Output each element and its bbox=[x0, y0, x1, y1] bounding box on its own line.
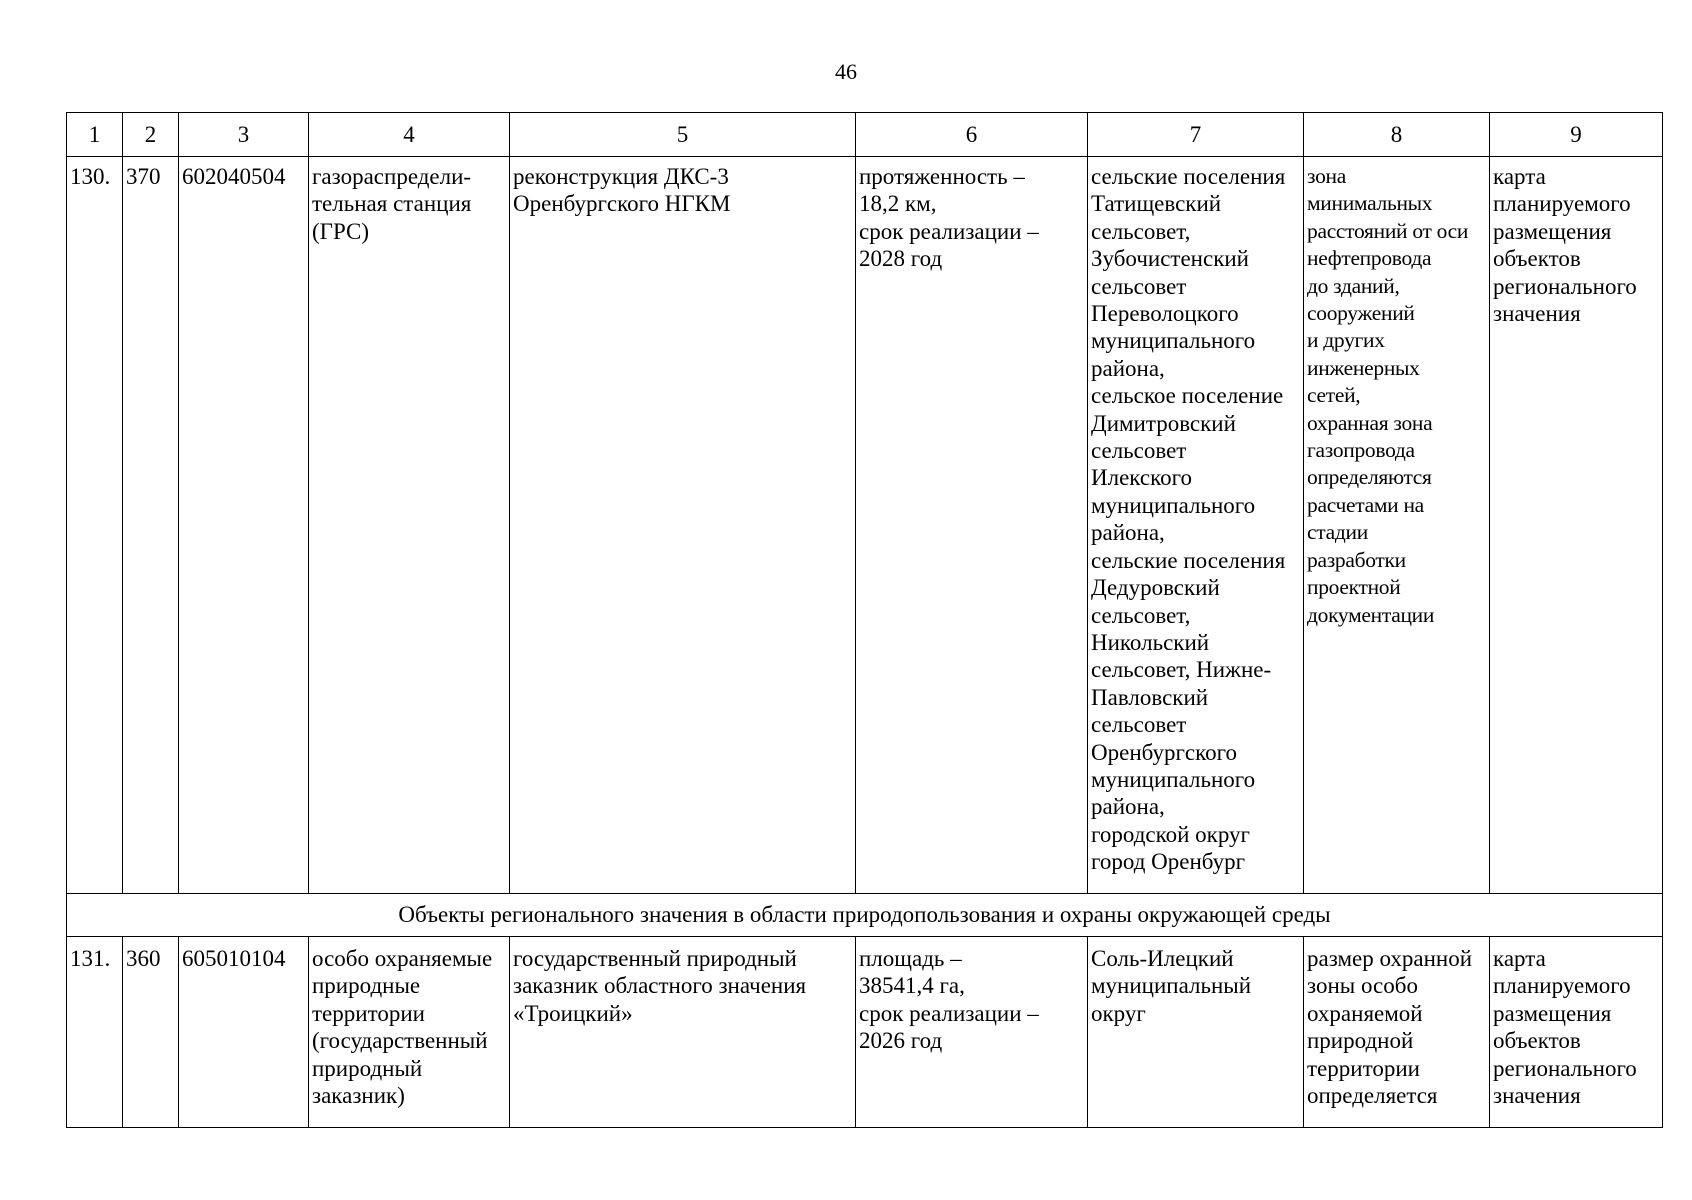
cell-line: значения bbox=[1493, 301, 1581, 327]
cell-line: планируемого bbox=[1493, 191, 1631, 217]
cell-line: расстояний от оси bbox=[1307, 218, 1469, 243]
cell-line: заказник) bbox=[312, 1083, 405, 1109]
cell-line: расчетами на bbox=[1307, 492, 1424, 517]
cell-line: Димитровский bbox=[1091, 410, 1236, 436]
column-header: 1 bbox=[67, 113, 123, 157]
code-cell: 370 bbox=[123, 157, 179, 894]
object-code-cell: 605010104 bbox=[179, 937, 309, 1128]
column-header: 3 bbox=[179, 113, 309, 157]
cell-line: сельсовет, bbox=[1091, 218, 1191, 244]
cell-line: Павловский bbox=[1091, 684, 1209, 710]
cell-line: (государственный bbox=[312, 1028, 488, 1054]
cell-line: карта bbox=[1493, 164, 1546, 189]
cell-line: Татищевский bbox=[1091, 191, 1222, 217]
cell-line: 2026 год bbox=[859, 1028, 943, 1054]
cell-line: особо охраняемые bbox=[312, 946, 493, 971]
cell-line: протяженность – bbox=[859, 164, 1025, 189]
cell-line: района, bbox=[1091, 520, 1165, 546]
cell-line: территории bbox=[1307, 1055, 1420, 1081]
cell-line: Оренбургского bbox=[1091, 739, 1237, 765]
cell-line: природные bbox=[312, 973, 421, 999]
location-cell bbox=[1088, 937, 1304, 1128]
cell-line: Дедуровский bbox=[1091, 575, 1220, 601]
cell-line: регионального bbox=[1493, 273, 1637, 299]
cell-line: сельское поселение bbox=[1091, 383, 1284, 409]
cell-line: газораспредели- bbox=[312, 164, 472, 189]
cell-line: проектной bbox=[1307, 575, 1401, 600]
cell-line: городской округ bbox=[1091, 821, 1250, 847]
cell-line: размещения bbox=[1493, 218, 1612, 244]
characteristics-cell bbox=[856, 937, 1088, 1128]
cell-line: газопровода bbox=[1307, 438, 1415, 463]
row-number-cell: 130. bbox=[67, 157, 123, 894]
cell-line: муниципального bbox=[1091, 492, 1256, 518]
cell-line: охраняемой bbox=[1307, 1000, 1423, 1026]
cell-line: «Троицкий» bbox=[513, 1000, 633, 1026]
zone-cell bbox=[1304, 937, 1490, 1128]
cell-line: округ bbox=[1091, 1000, 1146, 1026]
column-header: 6 bbox=[856, 113, 1088, 157]
cell-line: района, bbox=[1091, 355, 1165, 381]
column-header: 4 bbox=[309, 113, 510, 157]
cell-line: сельсовет bbox=[1091, 273, 1187, 299]
data-table bbox=[66, 112, 1663, 1128]
cell-line: определяется bbox=[1307, 1083, 1438, 1109]
cell-line: Оренбургского НГКМ bbox=[513, 191, 731, 217]
cell-line: нефтепровода bbox=[1307, 246, 1432, 271]
cell-line: охранная зона bbox=[1307, 410, 1433, 435]
cell-line: разработки bbox=[1307, 547, 1406, 572]
column-header: 2 bbox=[123, 113, 179, 157]
cell-line: муниципального bbox=[1091, 766, 1256, 792]
cell-line: (ГРС) bbox=[312, 218, 370, 244]
column-header: 5 bbox=[510, 113, 856, 157]
cell-line: до зданий, bbox=[1307, 273, 1400, 298]
cell-line: сельские поселения bbox=[1091, 547, 1286, 573]
cell-line: 2028 год bbox=[859, 246, 943, 272]
cell-line: карта bbox=[1493, 946, 1546, 971]
cell-line: Илекского bbox=[1091, 465, 1192, 491]
map-cell bbox=[1490, 937, 1663, 1128]
cell-line: заказник областного значения bbox=[513, 973, 807, 999]
column-header: 8 bbox=[1304, 113, 1490, 157]
cell-line: муниципального bbox=[1091, 328, 1256, 354]
characteristics-cell bbox=[856, 157, 1088, 894]
cell-line: срок реализации – bbox=[859, 1000, 1039, 1026]
object-type-cell bbox=[309, 157, 510, 894]
column-header: 7 bbox=[1088, 113, 1304, 157]
section-row bbox=[67, 894, 1663, 937]
header-row bbox=[67, 113, 1663, 157]
cell-line: природный bbox=[312, 1055, 423, 1081]
cell-line: объектов bbox=[1493, 246, 1581, 272]
cell-line: размещения bbox=[1493, 1000, 1612, 1026]
code-cell: 360 bbox=[123, 937, 179, 1128]
cell-line: реконструкция ДКС-3 bbox=[513, 164, 729, 189]
cell-line: регионального bbox=[1493, 1055, 1637, 1081]
cell-line: Никольский bbox=[1091, 629, 1210, 655]
cell-line: сельсовет bbox=[1091, 712, 1187, 738]
cell-line: минимальных bbox=[1307, 191, 1433, 216]
object-code-cell: 602040504 bbox=[179, 157, 309, 894]
column-header: 9 bbox=[1490, 113, 1663, 157]
cell-line: тельная станция bbox=[312, 191, 472, 217]
cell-line: государственный природный bbox=[513, 946, 797, 971]
cell-line: сельсовет bbox=[1091, 438, 1187, 464]
cell-line: планируемого bbox=[1493, 973, 1631, 999]
cell-line: территории bbox=[312, 1000, 425, 1026]
cell-line: зоны особо bbox=[1307, 973, 1418, 999]
page-number: 46 bbox=[835, 59, 857, 84]
cell-line: и других bbox=[1307, 328, 1385, 353]
cell-line: сельсовет, bbox=[1091, 602, 1191, 628]
map-cell bbox=[1490, 157, 1663, 894]
cell-line: района, bbox=[1091, 794, 1165, 820]
cell-line: определяются bbox=[1307, 465, 1432, 490]
cell-line: документации bbox=[1307, 602, 1435, 627]
cell-line: сельсовет, Нижне- bbox=[1091, 657, 1272, 683]
location-cell bbox=[1088, 157, 1304, 894]
cell-line: природной bbox=[1307, 1028, 1414, 1054]
cell-line: Переволоцкого bbox=[1091, 301, 1239, 327]
object-name-cell bbox=[510, 157, 856, 894]
cell-line: сельские поселения bbox=[1091, 164, 1286, 189]
table-row bbox=[67, 937, 1663, 1128]
object-name-cell bbox=[510, 937, 856, 1128]
cell-line: объектов bbox=[1493, 1028, 1581, 1054]
cell-line: Зубочистенский bbox=[1091, 246, 1249, 272]
section-title: Объекты регионального значения в области природопользования и охраны окружающей среды bbox=[67, 894, 1663, 937]
zone-cell bbox=[1304, 157, 1490, 894]
cell-line: значения bbox=[1493, 1083, 1581, 1109]
cell-line: срок реализации – bbox=[859, 218, 1039, 244]
table-row bbox=[67, 157, 1663, 894]
cell-line: 18,2 км, bbox=[859, 191, 937, 217]
cell-line: сооружений bbox=[1307, 301, 1415, 326]
cell-line: размер охранной bbox=[1307, 946, 1473, 971]
cell-line: зона bbox=[1307, 164, 1346, 188]
cell-line: инженерных bbox=[1307, 355, 1420, 380]
cell-line: площадь – bbox=[859, 946, 962, 971]
object-type-cell bbox=[309, 937, 510, 1128]
row-number-cell: 131. bbox=[67, 937, 123, 1128]
cell-line: Соль-Илецкий bbox=[1091, 946, 1234, 971]
cell-line: стадии bbox=[1307, 520, 1368, 545]
cell-line: муниципальный bbox=[1091, 973, 1252, 999]
cell-line: город Оренбург bbox=[1091, 849, 1246, 875]
cell-line: 38541,4 га, bbox=[859, 973, 965, 999]
cell-line: сетей, bbox=[1307, 383, 1361, 408]
